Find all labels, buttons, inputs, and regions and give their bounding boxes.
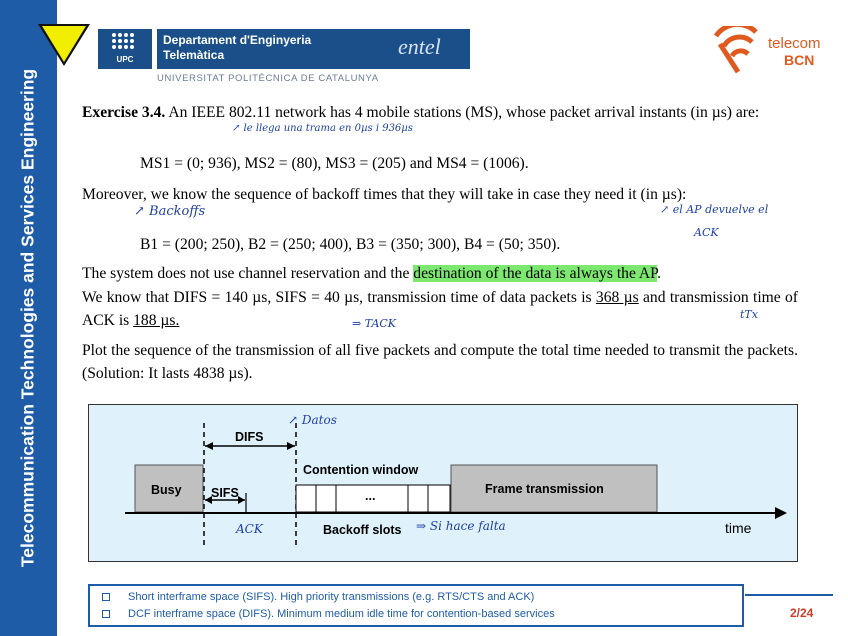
annotation-tack: ⇒ TACK <box>352 317 397 330</box>
legend-difs-text: DCF interframe space (DIFS). Minimum medium idle time for contention-based services <box>128 608 555 620</box>
times-part2: and transmission time of ACK is <box>82 289 799 329</box>
annotation-ap-ack: ↗ el AP devuelve el <box>660 203 769 216</box>
telecom-text: telecom <box>768 35 821 52</box>
exercise-label: Exercise 3.4. <box>82 104 166 121</box>
sidebar-title: Telecommunication Technologies and Services Engineering <box>17 68 38 568</box>
backoff-slot <box>428 485 450 512</box>
arrivals-line: MS1 = (0; 936), MS2 = (80), MS3 = (205) and MS4 = (1006). <box>140 155 529 172</box>
sidebar <box>0 0 57 636</box>
sifs-label: SIFS <box>211 486 239 500</box>
bullet-square-icon <box>102 610 110 618</box>
backoff-intro: Moreover, we know the sequence of backoff times that they will take in case they need it (in µs): <box>82 186 687 203</box>
backoff-slot <box>316 485 336 512</box>
plot-instruction: Plot the sequence of the transmission of all five packets and compute the total time needed to transmit the packets. (Solution: It lasts 4838 µs). <box>82 342 798 382</box>
time-label: time <box>725 520 752 536</box>
annotation-ttx: tTx <box>740 308 758 321</box>
page-number: 2/24 <box>790 606 814 620</box>
difs-label: DIFS <box>235 430 264 444</box>
contention-window-label: Contention window <box>303 463 419 477</box>
entel-logo-text: entel <box>398 34 441 59</box>
bcn-text: BCN <box>784 52 815 68</box>
data-tx-time: 368 µs <box>595 289 639 306</box>
frame-transmission-label: Frame transmission <box>485 482 604 496</box>
times-part1: We know that DIFS = 140 µs, SIFS = 40 µs, transmission time of data packets is <box>82 289 596 306</box>
system-post: . <box>657 265 662 282</box>
annotation-backoffs: ↗ Backoffs <box>134 204 206 219</box>
difs-arrow-right-head <box>287 442 295 450</box>
footer-rule <box>745 594 833 596</box>
timing-sentence <box>82 286 798 332</box>
difs-arrow-left-head <box>205 442 213 450</box>
legend-box <box>88 584 744 627</box>
annotation-ack-figure: ACK <box>236 522 263 536</box>
exercise-intro-text: An IEEE 802.11 network has 4 mobile stations (MS), whose packet arrival instants (in µs) are: <box>168 104 760 121</box>
sifs-arrow-right-head <box>238 496 245 504</box>
legend-sifs-text: Short interframe space (SIFS). High priority transmissions (e.g. RTS/CTS and ACK) <box>128 591 535 603</box>
backoffs-line: B1 = (200; 250), B2 = (250; 400), B3 = (350; 300), B4 = (50; 350). <box>140 236 561 253</box>
time-axis-arrow-head <box>775 507 787 519</box>
upc-label: UPC <box>116 55 134 64</box>
dept-name <box>163 33 311 63</box>
dept-line1: Departament d'Enginyeria <box>163 33 312 47</box>
ack-tx-time: 188 µs. <box>133 312 180 329</box>
annotation-arrivals: ↗ le llega una trama en 0µs i 936µs <box>232 123 413 134</box>
annotation-si-hace-falta: ⇒ Si hace falta <box>416 519 506 533</box>
annotation-datos: ↗ Datos <box>288 413 337 427</box>
system-pre: The system does not use channel reservation and the <box>82 265 414 282</box>
exercise-intro <box>82 101 798 124</box>
annotation-ack: ACK <box>694 226 719 239</box>
slots-ellipsis: ... <box>365 489 376 503</box>
dept-line2: Telemàtica <box>163 48 225 62</box>
busy-label: Busy <box>151 483 182 497</box>
system-sentence <box>82 262 798 285</box>
highlighted-text: destination of the data is always the AP <box>413 265 658 282</box>
timing-diagram <box>88 404 798 562</box>
backoff-slots-label: Backoff slots <box>323 523 402 537</box>
backoff-slot <box>296 485 316 512</box>
legend-difs <box>102 608 555 620</box>
university-name: UNIVERSITAT POLITÈCNICA DE CATALUNYA <box>157 73 379 84</box>
timing-diagram-svg <box>89 405 799 563</box>
backoff-slot <box>408 485 428 512</box>
corner-triangle-fill <box>42 26 86 62</box>
upc-dots-icon <box>112 33 136 51</box>
bullet-square-icon <box>102 593 110 601</box>
legend-sifs <box>102 591 534 603</box>
